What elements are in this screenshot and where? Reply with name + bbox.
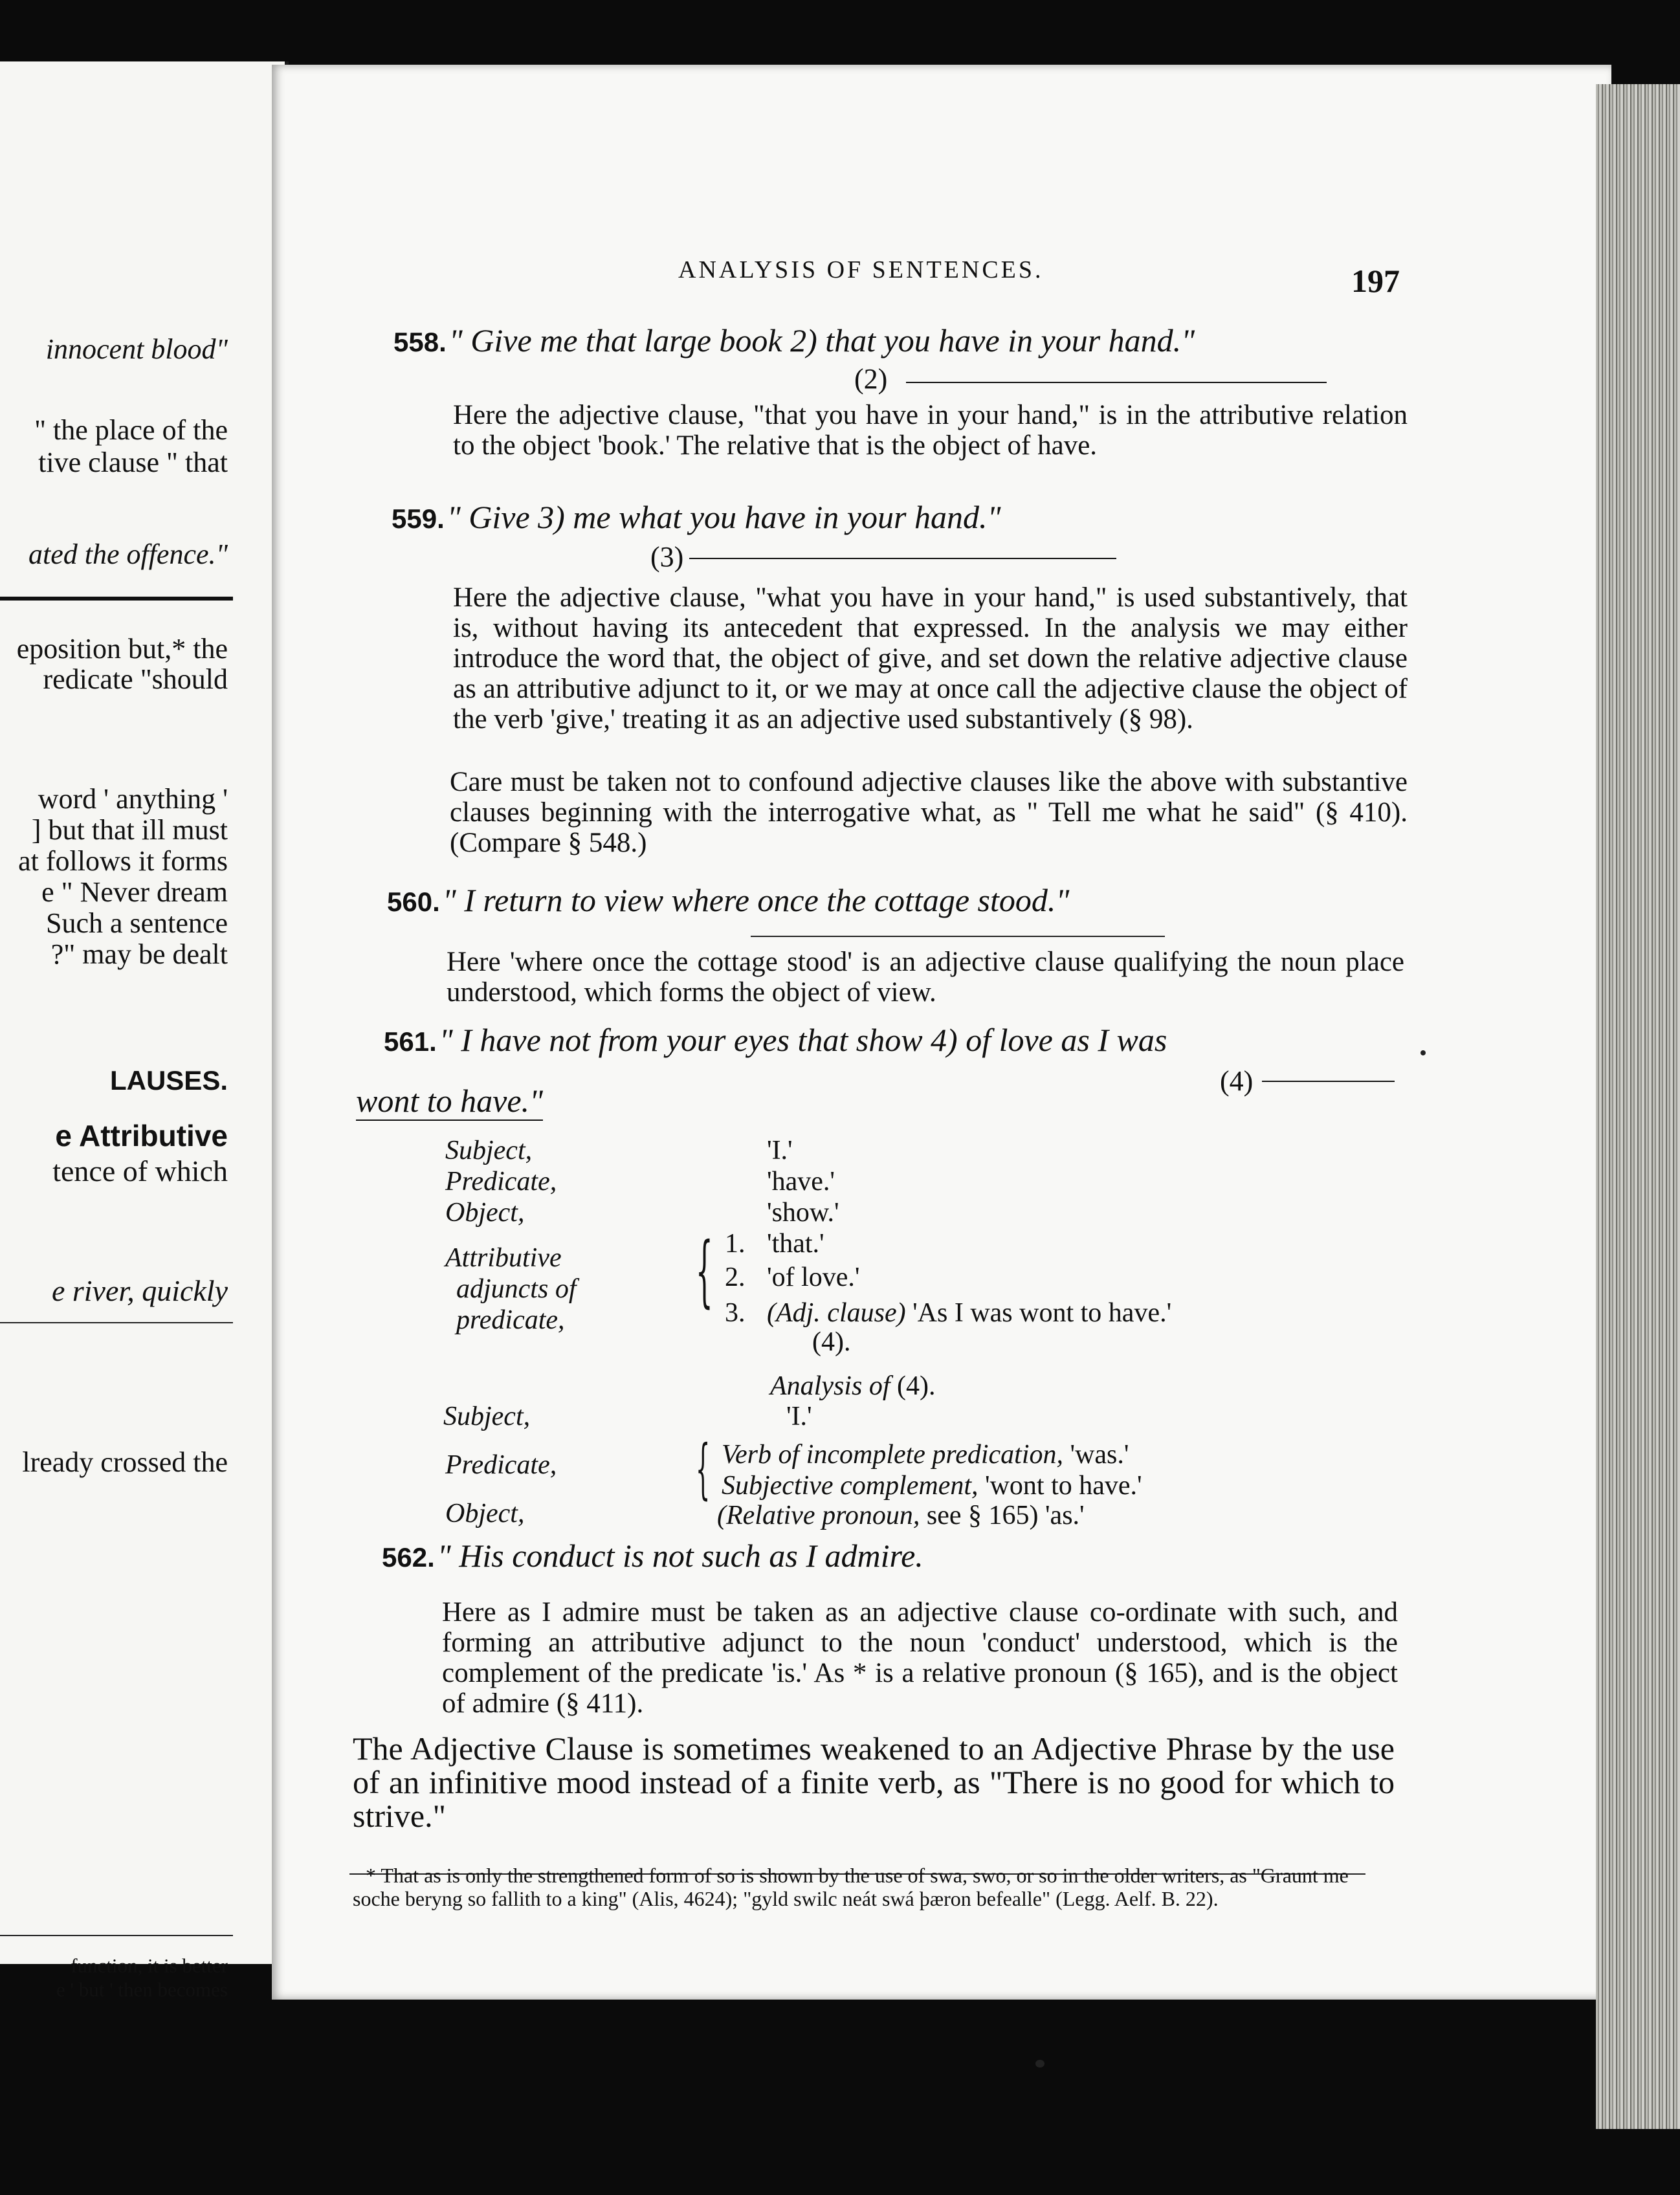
left-line: eposition but,* the <box>16 633 228 665</box>
analysis-label: Subject, <box>445 1136 533 1165</box>
left-line: innocent blood" <box>45 333 228 365</box>
analysis-label: Predicate, <box>445 1167 557 1197</box>
left-line: e Attributive <box>55 1119 228 1153</box>
page-block-edge <box>1596 84 1680 2129</box>
left-line: Such a sentence <box>46 907 228 939</box>
left-brace: { <box>696 1226 713 1316</box>
clause-mark: (3) <box>650 541 684 573</box>
section-561-example <box>384 1021 1167 1059</box>
analysis-label: Predicate, <box>445 1450 557 1480</box>
section-number: 559. <box>392 503 445 534</box>
left-line: redicate "should <box>43 663 228 695</box>
example-sentence: " I return to view where once the cottage stood." <box>442 882 1070 918</box>
clause-underline <box>1262 1081 1395 1082</box>
left-heading: LAUSES. <box>109 1065 228 1096</box>
section-559-example <box>392 498 1000 536</box>
section-562-example <box>382 1537 923 1574</box>
example-sentence: " Give 3) <box>447 499 573 535</box>
analysis-subheading: Analysis of (4). <box>770 1371 936 1401</box>
left-line: " the place of the <box>34 414 228 446</box>
example-clause: that you have in your hand." <box>825 322 1195 358</box>
example-clause: me what you have in your hand." <box>573 499 1001 535</box>
adjunct-value: (Adj. clause) 'As I was wont to have.' <box>767 1298 1172 1328</box>
closing-paragraph: The Adjective Clause is sometimes weakened to an Adjective Phrase by the use of an infinitive mood instead of a finite verb, as "There is no good for which to strive." <box>353 1730 1395 1834</box>
left-line: at follows it forms <box>18 845 228 877</box>
left-footnote-line: function, it is better <box>71 1954 228 1977</box>
left-brace: { <box>696 1431 711 1506</box>
analysis-label: predicate, <box>456 1305 565 1335</box>
left-line: e river, quickly <box>51 1274 228 1307</box>
clause-underline <box>689 558 1116 559</box>
adjunct-value: 'of love.' <box>767 1263 860 1292</box>
section-number: 558. <box>393 327 447 357</box>
section-560-example <box>387 881 1069 919</box>
section-562-text: Here as I admire must be taken as an adjective clause co-ordinate with such, and forming an attributive adjunct to the noun 'conduct' understood, which is the complement of the predicate 'is.' As * is a relative pronoun (§ 165), and is the object of admire (§ 411). <box>442 1597 1398 1719</box>
clause-mark: (2) <box>854 363 888 395</box>
adjunct-value: 'that.' <box>767 1229 824 1259</box>
clause-underline <box>906 382 1327 383</box>
section-559-caution: Care must be taken not to confound adjective clauses like the above with substantive clauses beginning with the interrogative what, as " Tell me what he said" (§ 410). (Compare § 548.) <box>450 767 1408 858</box>
analysis-value: 'I.' <box>767 1136 793 1165</box>
analysis-label: adjuncts of <box>456 1274 577 1304</box>
example-sentence: " Give me that large book 2) <box>448 322 826 358</box>
analysis-value: 'show.' <box>767 1198 839 1228</box>
analysis-label: Object, <box>445 1198 525 1228</box>
adjunct-number: 2. <box>725 1263 746 1292</box>
analysis-value: 'I.' <box>786 1402 812 1431</box>
left-divider <box>0 1322 233 1323</box>
analysis-value: (Relative pronoun, see § 165) 'as.' <box>717 1501 1085 1530</box>
adjunct-number: 3. <box>725 1298 746 1328</box>
footnote: * That as is only the strengthened form of so is shown by the use of swa, swo, or so in the older writers, as "Graunt me soche beryng so fallith to a king" (Alis, 4624); "gyld swilc neát swá þæron befealle" (Legg. Aelf. B. 22). <box>353 1864 1349 1910</box>
clause-mark: (4). <box>812 1327 851 1357</box>
clause-mark: (4) <box>1220 1065 1254 1097</box>
left-line: ated the offence." <box>28 538 228 570</box>
left-footnote-line: e ' but ' then becomes <box>56 1978 228 2001</box>
left-footnote-rule <box>0 1935 233 1936</box>
section-number: 561. <box>384 1026 437 1057</box>
analysis-value: 'have.' <box>767 1167 835 1197</box>
left-line: tive clause " that <box>38 447 228 478</box>
left-line: e " Never dream <box>41 876 228 908</box>
left-line: ?" may be dealt <box>50 938 228 970</box>
print-speck <box>1035 2060 1044 2068</box>
running-head: ANALYSIS OF SENTENCES. <box>678 256 1044 283</box>
analysis-value: Verb of incomplete predication, 'was.' <box>722 1440 1129 1470</box>
example-sentence: " I have not from your eyes that show 4) <box>439 1022 966 1058</box>
analysis-value: Subjective complement, 'wont to have.' <box>722 1471 1142 1501</box>
section-number: 560. <box>387 887 440 917</box>
example-clause: of love as I was <box>966 1022 1167 1058</box>
print-speck <box>1420 1050 1426 1055</box>
section-number: 562. <box>382 1542 435 1572</box>
section-559-text: Here the adjective clause, "what you have in your hand," is used substantively, that is, without having its antecedent that expressed. In the analysis we may either introduce the word that, the object of give, and set down the relative adjective clause as an attributive adjunct to it, or we may at once call the adjective clause the object of the verb 'give,' treating it as an adjective used substantively (§ 98). <box>453 582 1408 734</box>
left-facing-page <box>0 61 289 2001</box>
left-line: lready crossed the <box>22 1446 228 1478</box>
example-sentence: " His conduct is not such as I admire. <box>437 1538 923 1574</box>
clause-underline <box>751 936 1165 937</box>
analysis-label: Subject, <box>443 1402 531 1431</box>
section-560-text: Here 'where once the cottage stood' is an adjective clause qualifying the noun place understood, which forms the object of view. <box>447 947 1404 1008</box>
left-divider <box>0 597 233 601</box>
left-line: word ' anything ' <box>38 783 228 815</box>
left-line: tence of which <box>52 1154 228 1187</box>
analysis-label: Object, <box>445 1499 525 1528</box>
section-558-example <box>393 322 1195 359</box>
example-continuation: wont to have." <box>356 1082 543 1121</box>
left-line: ] but that ill must <box>31 814 228 846</box>
section-558-text: Here the adjective clause, "that you have in your hand," is in the attributive relation to the object 'book.' The relative that is the object of have. <box>453 400 1408 461</box>
adjunct-number: 1. <box>725 1229 746 1259</box>
analysis-label: Attributive <box>445 1243 562 1273</box>
page-number: 197 <box>1351 263 1400 299</box>
